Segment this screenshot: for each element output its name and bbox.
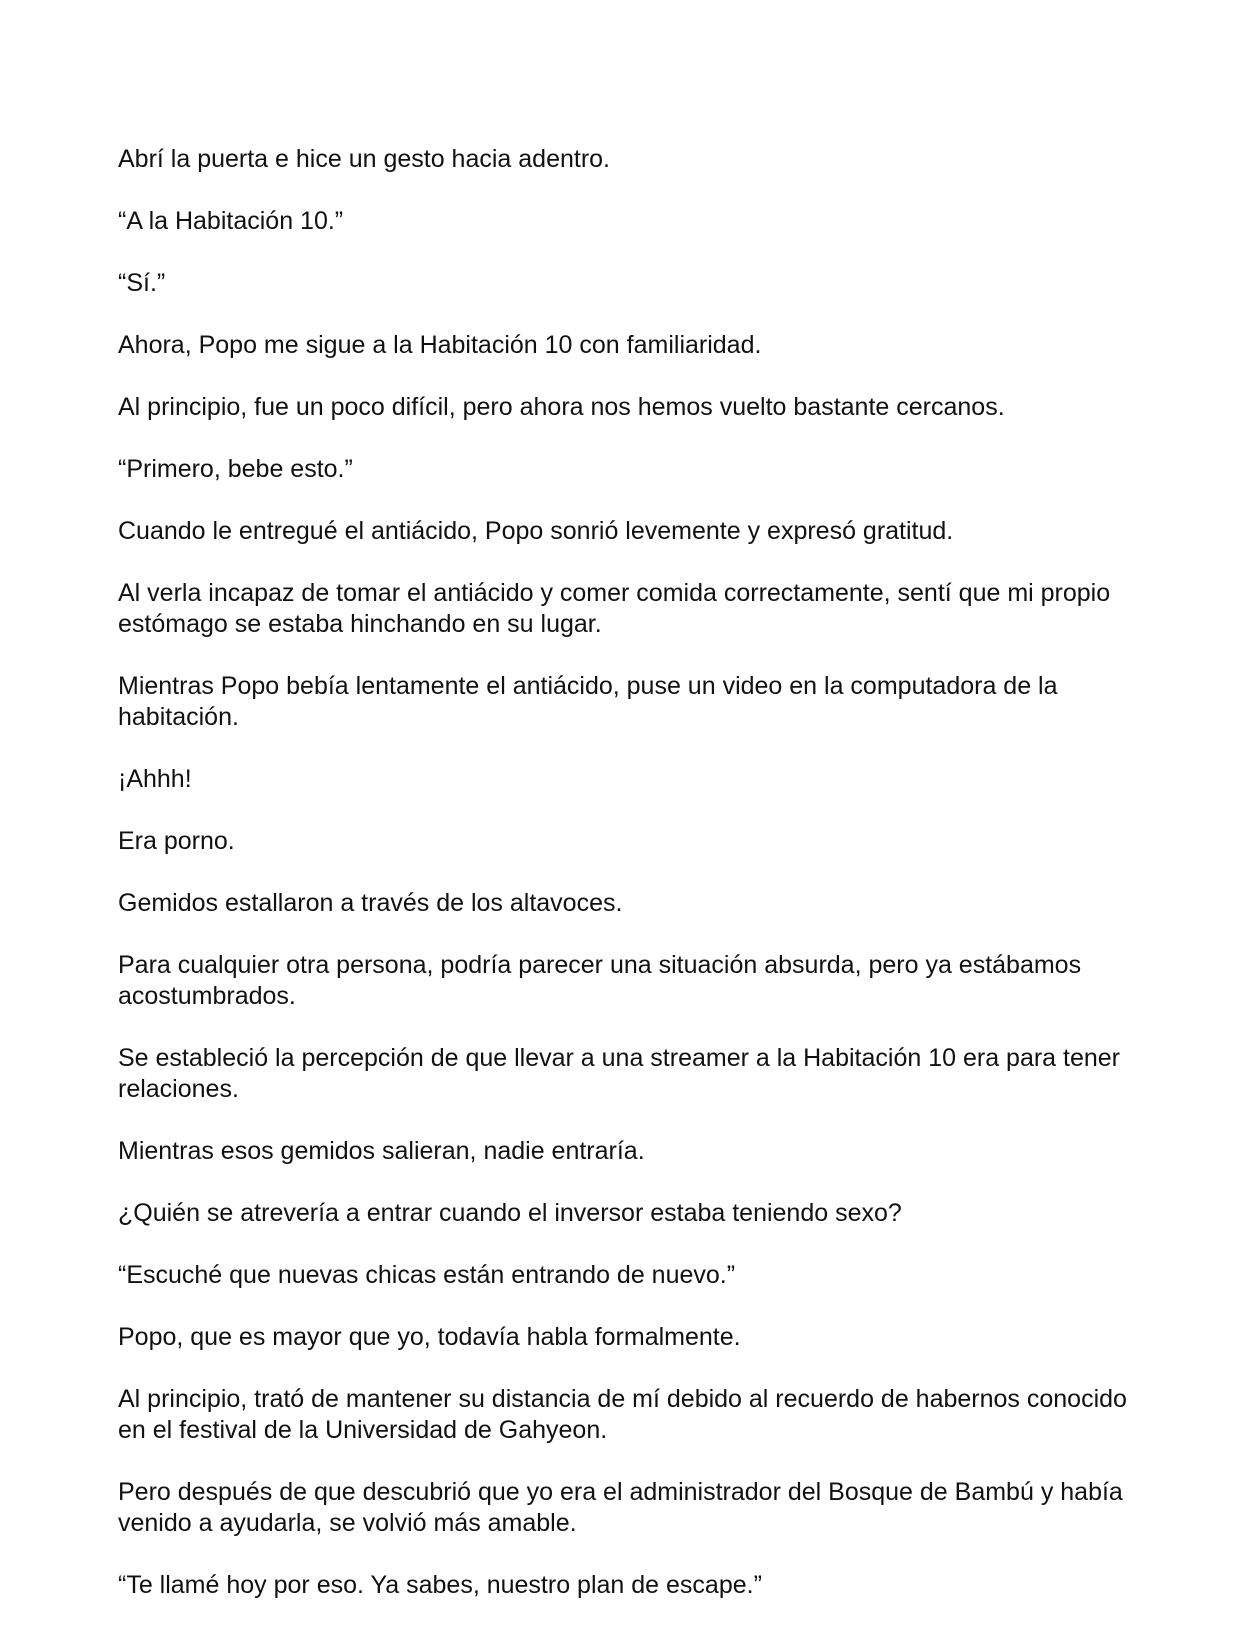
paragraph: “Te llamé hoy por eso. Ya sabes, nuestro plan de escape.” (118, 1571, 762, 1599)
paragraph: “A la Habitación 10.” (118, 207, 344, 235)
document-body (118, 144, 1128, 1632)
paragraph: Mientras Popo bebía lentamente el antiácido, puse un video en la computadora de la habitación. (118, 672, 1058, 731)
paragraph: Abrí la puerta e hice un gesto hacia adentro. (118, 145, 610, 173)
paragraph: Al principio, trató de mantener su distancia de mí debido al recuerdo de habernos conocido en el festival de la Universidad de Gahyeon. (118, 1385, 1127, 1444)
paragraph: Era porno. (118, 827, 235, 855)
paragraph: “Escuché que nuevas chicas están entrando de nuevo.” (118, 1261, 736, 1289)
paragraph: Para cualquier otra persona, podría parecer una situación absurda, pero ya estábamos acostumbrados. (118, 951, 1082, 1010)
paragraph: Se estableció la percepción de que llevar a una streamer a la Habitación 10 era para tener relaciones. (118, 1044, 1121, 1103)
paragraph: ¿Quién se atrevería a entrar cuando el inversor estaba teniendo sexo? (118, 1199, 902, 1227)
paragraph: “Primero, bebe esto.” (118, 455, 353, 483)
paragraph: Gemidos estallaron a través de los altavoces. (118, 889, 623, 917)
paragraph: Popo, que es mayor que yo, todavía habla formalmente. (118, 1323, 741, 1351)
paragraph: “Sí.” (118, 269, 166, 297)
paragraph: Al verla incapaz de tomar el antiácido y comer comida correctamente, sentí que mi propio estómago se estaba hinchando en su lugar. (118, 579, 1111, 638)
paragraph: Cuando le entregué el antiácido, Popo sonrió levemente y expresó gratitud. (118, 517, 954, 545)
paragraph: Ahora, Popo me sigue a la Habitación 10 con familiaridad. (118, 331, 762, 359)
paragraph: ¡Ahhh! (118, 765, 192, 793)
paragraph: Mientras esos gemidos salieran, nadie entraría. (118, 1137, 645, 1165)
paragraph: Pero después de que descubrió que yo era el administrador del Bosque de Bambú y había venido a ayudarla, se volvió más amable. (118, 1478, 1123, 1537)
paragraph: Al principio, fue un poco difícil, pero ahora nos hemos vuelto bastante cercanos. (118, 393, 1005, 421)
